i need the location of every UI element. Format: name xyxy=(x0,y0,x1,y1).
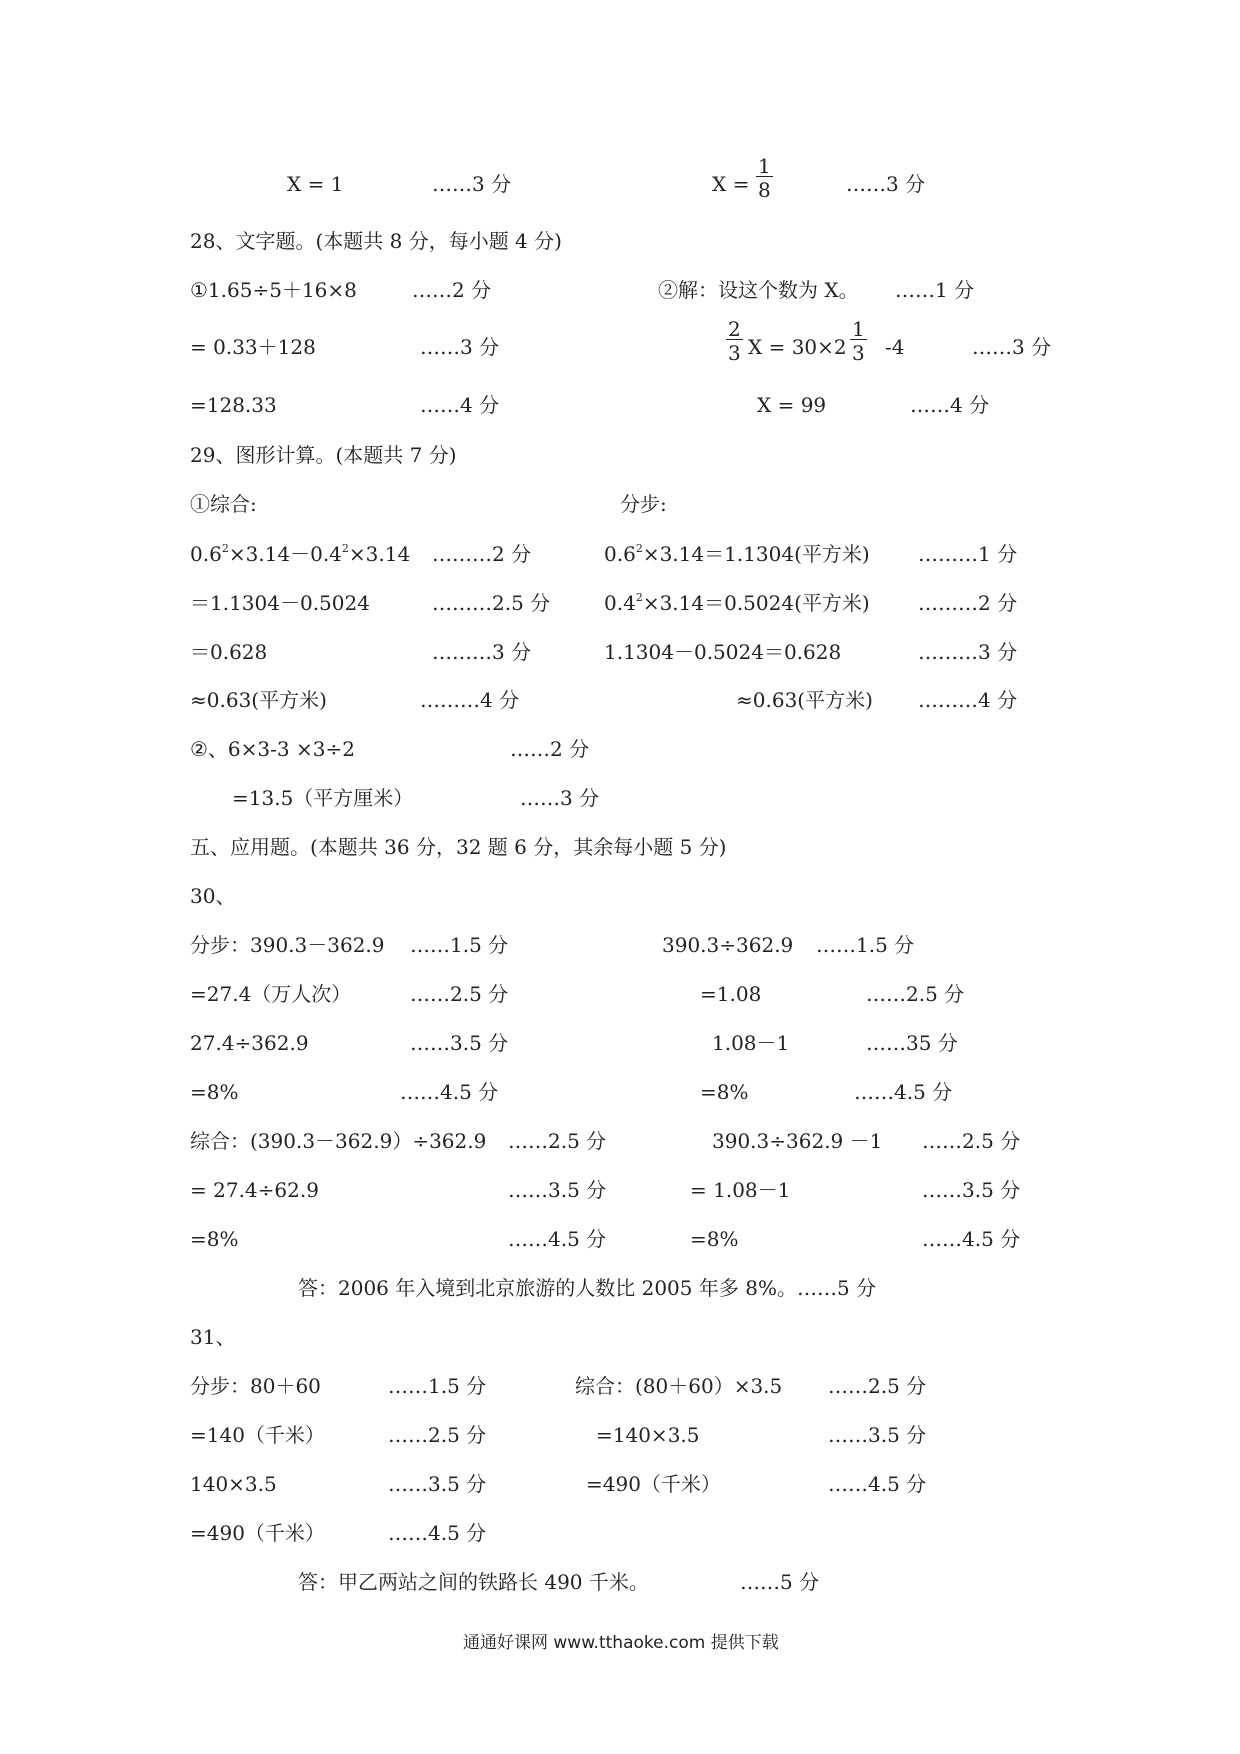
score: ………2 分 xyxy=(432,542,532,566)
q31-answer: 答：甲乙两站之间的铁路长 490 千米。 xyxy=(298,1570,649,1594)
eq-x-equals-1: X = 1 xyxy=(287,172,344,196)
q30-answer: 答：2006 年入境到北京旅游的人数比 2005 年多 8%。……5 分 xyxy=(298,1276,877,1300)
score: ……3.5 分 xyxy=(922,1178,1021,1202)
score: ………4 分 xyxy=(420,688,520,712)
q29-l2: ＝1.1304－0.5024 xyxy=(190,591,370,615)
q29-p2-line1: ②、6×3-3 ×3÷2 xyxy=(190,737,355,761)
q31-l2: =140（千米） xyxy=(190,1423,325,1447)
q31-l1: 分步：80＋60 xyxy=(190,1374,321,1398)
q29-r2: $0.4^2\times 3.14=0.5024$(平方米) xyxy=(604,591,870,615)
score: ……3 分 xyxy=(972,335,1052,359)
score: ……1.5 分 xyxy=(816,933,915,957)
score: ……3.5 分 xyxy=(828,1423,927,1447)
q28-a1: ①1.65÷5＋16×8 xyxy=(190,278,357,302)
score: ……3 分 xyxy=(432,172,512,196)
q31-r3: =490（千米） xyxy=(586,1472,721,1496)
q30-title: 30、 xyxy=(190,884,236,908)
score: ………2 分 xyxy=(918,591,1018,615)
q30-r7: =8% xyxy=(690,1227,739,1251)
score: ……4.5 分 xyxy=(400,1080,499,1104)
score: ……4.5 分 xyxy=(922,1227,1021,1251)
score: ……3 分 xyxy=(846,172,926,196)
score: ……1 分 xyxy=(895,278,975,302)
score: ……3 分 xyxy=(520,786,600,810)
score: ……2 分 xyxy=(510,737,590,761)
score: ………3 分 xyxy=(918,640,1018,664)
q30-r1: 390.3÷362.9 xyxy=(662,933,794,957)
score: ……2.5 分 xyxy=(410,982,509,1006)
score: ……5 分 xyxy=(740,1570,820,1594)
q29-p2-line2: =13.5（平方厘米） xyxy=(232,786,414,810)
q30-r6: = 1.08－1 xyxy=(690,1178,791,1202)
q30-r5: 390.3÷362.9 －1 xyxy=(712,1129,883,1153)
q29-l4: ≈0.63(平方米) xyxy=(190,688,327,712)
q29-r4: ≈0.63(平方米) xyxy=(736,688,873,712)
q29-r1: $0.6^2\times 3.14=1.1304$(平方米) xyxy=(604,542,870,566)
score: ……3 分 xyxy=(420,335,500,359)
q28-a2: = 0.33＋128 xyxy=(190,335,316,359)
fraction-one-eighth xyxy=(756,156,773,200)
score: ……1.5 分 xyxy=(388,1374,487,1398)
numerator: 2 xyxy=(728,317,741,341)
q28-title: 28、文字题。(本题共 8 分，每小题 4 分) xyxy=(190,229,562,253)
score: ……2 分 xyxy=(412,278,492,302)
score: ……4 分 xyxy=(910,393,990,417)
q30-r3: 1.08－1 xyxy=(712,1031,790,1055)
score: ……3.5 分 xyxy=(410,1031,509,1055)
score: ………1 分 xyxy=(918,542,1018,566)
q29-left-head: ①综合: xyxy=(190,492,257,516)
eq-x-equals-prefix: X = xyxy=(712,172,750,196)
q29-r3: 1.1304－0.5024＝0.628 xyxy=(604,640,842,664)
score: ……3.5 分 xyxy=(388,1472,487,1496)
section-5-title: 五、应用题。(本题共 36 分，32 题 6 分，其余每小题 5 分) xyxy=(190,835,727,859)
score: ……4.5 分 xyxy=(854,1080,953,1104)
numerator: 1 xyxy=(758,154,771,178)
score: ……2.5 分 xyxy=(922,1129,1021,1153)
q28-b1: ②解：设这个数为 X。 xyxy=(658,278,859,302)
denominator: 3 xyxy=(852,341,865,365)
q31-r2: =140×3.5 xyxy=(596,1423,700,1447)
q30-l5: 综合：(390.3－362.9）÷362.9 xyxy=(190,1129,487,1153)
denominator: 8 xyxy=(758,178,771,202)
score: ……35 分 xyxy=(866,1031,958,1055)
score: ……4.5 分 xyxy=(508,1227,607,1251)
score: ……4.5 分 xyxy=(828,1472,927,1496)
score: ………3 分 xyxy=(432,640,532,664)
q30-l1: 分步：390.3－362.9 xyxy=(190,933,385,957)
score: ………4 分 xyxy=(918,688,1018,712)
q28-a3: =128.33 xyxy=(190,393,277,417)
q31-l4: =490（千米） xyxy=(190,1521,325,1545)
q28-b2-mid: X = 30×2 xyxy=(748,335,847,359)
q31-l3: 140×3.5 xyxy=(190,1472,277,1496)
score: ………2.5 分 xyxy=(432,591,551,615)
q28-b2-tail: -4 xyxy=(885,335,905,359)
q30-r2: =1.08 xyxy=(700,982,762,1006)
q30-r4: =8% xyxy=(700,1080,749,1104)
q31-r1: 综合：(80＋60）×3.5 xyxy=(575,1374,783,1398)
score: ……4.5 分 xyxy=(388,1521,487,1545)
q30-l2: =27.4（万人次） xyxy=(190,982,352,1006)
q30-l4: =8% xyxy=(190,1080,239,1104)
numerator: 1 xyxy=(852,317,865,341)
score: ……4 分 xyxy=(420,393,500,417)
q29-title: 29、图形计算。(本题共 7 分) xyxy=(190,443,457,467)
score: ……2.5 分 xyxy=(388,1423,487,1447)
q30-l7: =8% xyxy=(190,1227,239,1251)
score: ……3.5 分 xyxy=(508,1178,607,1202)
q29-l1: $0.6^2\times 3.14-0.4^2\times 3.14$ xyxy=(190,542,411,566)
footer-credit: 通通好课网 www.tthaoke.com 提供下载 xyxy=(463,1633,779,1653)
score: ……1.5 分 xyxy=(410,933,509,957)
score: ……2.5 分 xyxy=(866,982,965,1006)
score: ……2.5 分 xyxy=(508,1129,607,1153)
fraction-one-third xyxy=(850,319,867,363)
q29-l3: ＝0.628 xyxy=(190,640,268,664)
q29-right-head: 分步: xyxy=(620,492,667,516)
score: ……2.5 分 xyxy=(828,1374,927,1398)
q28-b3: X = 99 xyxy=(757,393,827,417)
fraction-two-thirds xyxy=(726,319,743,363)
q31-title: 31、 xyxy=(190,1325,236,1349)
q30-l3: 27.4÷362.9 xyxy=(190,1031,309,1055)
denominator: 3 xyxy=(728,341,741,365)
q30-l6: = 27.4÷62.9 xyxy=(190,1178,319,1202)
